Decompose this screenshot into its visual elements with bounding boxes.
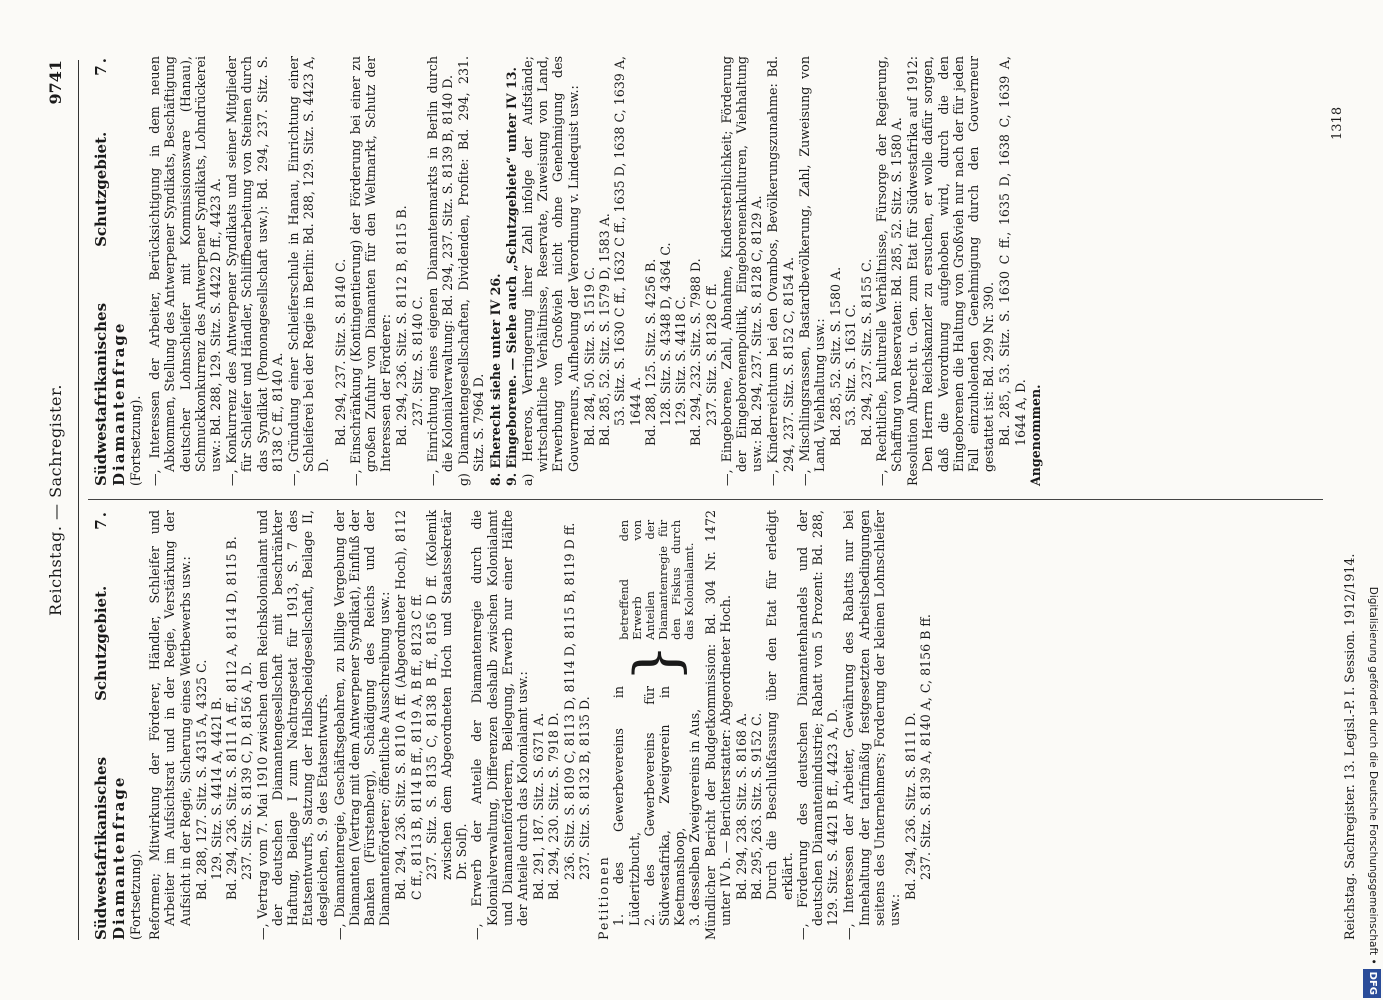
column-separator bbox=[88, 499, 1323, 500]
citation: Bd. 294, 236. Sitz. S. 8111 A ff., 8112 A, 8114 D, 8115 B. bbox=[224, 536, 240, 900]
brace-glyph: } bbox=[621, 643, 692, 682]
dfg-logo: DFG bbox=[1363, 969, 1381, 998]
page-footer: Reichstag. Sachregister. 13. Legisl.-P. I. Session. 1912/1914. bbox=[1342, 553, 1357, 940]
citation: 129. Sitz. S. 4414 A, 4421 B. bbox=[209, 696, 225, 880]
entry-heading: 8. Eherecht siehe unter IV 26. bbox=[487, 273, 503, 486]
page-code: 1318 bbox=[1330, 106, 1345, 140]
entry: —, Rechtliche, kulturelle Verhältnisse, Fürsorge der Regierung, Schaffung von Reservaten: Bd. 285, 52. Sitz. S. 1580 A. bbox=[873, 56, 904, 486]
citation: 237. Sitz. S. 8132 B, 8135 D. bbox=[576, 696, 592, 880]
citation: 53. Sitz. S. 1630 C ff., 1632 C ff., 1635 D, 1638 C, 1639 A, 1644 A. bbox=[612, 56, 643, 426]
petitions-heading: Petitionen bbox=[596, 855, 612, 940]
column-right bbox=[92, 56, 1043, 486]
petition-item: 1. des Gewerbevereins in Lüderitzbucht, bbox=[611, 686, 642, 926]
citation: Bd. 291, 187. Sitz. S. 6371 A. bbox=[531, 712, 547, 900]
entry: g) Diamantengesellschaften, Dividenden, Profite: Bd. 294, 231. Sitz. S. 7964 D. bbox=[456, 56, 487, 486]
citation: Bd. 294, 236. Sitz. S. 8111 D. bbox=[903, 712, 919, 900]
entry-heading: 9. Eingeborene. — Siehe auch „Schutzgebiete“ unter IV 13. bbox=[503, 67, 519, 486]
petitions-block bbox=[611, 510, 702, 926]
citation: Bd. 294, 237. Sitz. S. 8155 C. bbox=[858, 258, 874, 446]
citation: 128. Sitz. S. 4348 D, 4364 C. bbox=[657, 242, 673, 426]
entry: —, Mischlingsrassen, Bastardbevölkerung, Zahl, Zuweisung von Land, Viehhaltung usw.: bbox=[796, 56, 827, 486]
citation: Durch die Beschlußfassung über den Etat für erledigt erklärt. bbox=[764, 510, 795, 900]
topic-title: 7. Diamantenfrage bbox=[92, 510, 128, 940]
entry: —, Eingeborene, Zahl, Abnahme, Kindersterblichkeit; Förderung der Eingeborenenpolitik, Eingeborenenkulturen, Viehhaltung usw.: Bd. 294, 237. Sitz. S. 8128 C, 8129 A. bbox=[718, 56, 765, 486]
resolution-entry: Resolution Albrecht u. Gen. zum Etat für Südwestafrika auf 1912: Den Herrn Reichskanzler zu ersuchen, er wolle dafür sorgen, daß die Verordnung aufgehoben wird, durch die den Eingeborenen die Haltung von Großvieh nur nach der für jeden Fall einzuholenden Genehmigung durch den Gouverneur gestattet ist: Bd. 299 Nr. 390. bbox=[905, 56, 997, 486]
entry: Reformen; Mitwirkung der Förderer, Händler, Schleifer und Arbeiter im Aufsichtsrat und in der Regie, Verstärkung der Aufsicht in der Regie, Sicherung eines Wettbewerbs usw.: bbox=[147, 510, 193, 940]
entry: —, Einschränkung (Kontingentierung) der Förderung bei einer zu großen Zufuhr von Diamanten für den Weltmarkt, Schutz der Interessen der Förderer: bbox=[347, 56, 394, 486]
entry: Mündlicher Bericht der Budgetkommission: Bd. 304 Nr. 1472 unter IV b. — Berichterstatter: Abgeordneter Hoch. bbox=[702, 510, 733, 940]
page-number: 9741 bbox=[46, 60, 65, 105]
citation: Bd. 294, 232. Sitz. S. 7988 D. bbox=[688, 258, 704, 446]
citation: Bd. 294, 236. Sitz. S. 8112 B, 8115 B. bbox=[394, 205, 410, 446]
section-heading: Südwestafrikanisches Schutzgebiet. bbox=[92, 131, 110, 486]
topic-title: 7. Diamantenfrage bbox=[92, 56, 128, 486]
entry: —, Interessen der Arbeiter, Gewährung des Rabatts nur bei Innehaltung der tarifmäßig festgesetzten Arbeitsbedingungen seitens des Unternehmers; Forderung der kleinen Lohnschleifer usw.: bbox=[841, 510, 902, 940]
citation: Bd. 285, 52. Sitz. S. 1580 A. bbox=[828, 266, 844, 446]
resolution-outcome: Angenommen. bbox=[1027, 384, 1043, 486]
citation: 237. Sitz. S. 8140 C. bbox=[409, 296, 425, 426]
entry: —, Förderung des deutschen Diamantenhandels und der deutschen Diamantenindustrie; Rabatt von 5 Prozent: Bd. 288, 129. Sitz. S. 4421 B ff., 4423 A, D. bbox=[794, 510, 841, 940]
running-head-title: Reichstag. — Sachregister. bbox=[46, 384, 65, 616]
entry: —, Gründung einer Schleiferschule in Hanau, Einrichtung einer Schleiferei bei der Regie in Berlin: Bd. 288, 129. Sitz. S. 4423 A, D. bbox=[286, 56, 332, 486]
entry: —, Erwerb der Anteile der Diamantenregie durch die Kolonialverwaltung, Differenzen deshalb zwischen Kolonialamt und Diamantenförderern, Beilegung, Erwerb nur einer Hälfte der Anteile durch das Kolonialamt usw.: bbox=[469, 510, 531, 940]
petition-item: 3. desselben Zweigvereins in Aus, bbox=[687, 708, 703, 926]
citation: 236. Sitz. S. 8109 C, 8113 D, 8114 D, 8115 B, 8119 D ff. bbox=[561, 522, 577, 880]
citation: Bd. 294, 237. Sitz. S. 8140 C. bbox=[332, 258, 348, 446]
header-rule bbox=[78, 60, 79, 940]
citation: 237. Sitz. S. 8135 C, 8138 B ff., 8156 D ff. (Kolemik zwischen dem Abgeordneten Hoch und Staatssekretär Dr. Solf). bbox=[423, 510, 470, 880]
citation: 129. Sitz. S. 4418 C. bbox=[673, 296, 689, 426]
citation: Bd. 295, 263. Sitz. S. 9152 C. bbox=[749, 712, 765, 900]
citation: 237. Sitz. S. 8128 C ff. bbox=[703, 283, 719, 426]
citation: Bd. 288, 127. Sitz. S. 4315 A, 4325 C. bbox=[193, 659, 209, 900]
running-head bbox=[46, 60, 76, 940]
citation: Bd. 284, 50. Sitz. S. 1519 C. bbox=[581, 266, 597, 446]
column-left bbox=[92, 510, 934, 940]
entry: a) Hereros, Verringerung ihrer Zahl infolge der Aufstände; wirtschaftliche Verhältnisse, Reservate, Zuweisung von Land, Erwerbung von Großvieh nicht ohne Genehmigung des Gouverneurs, Aufhebung der Verordnung v. Lindequist usw.: bbox=[520, 56, 581, 486]
section-heading: Südwestafrikanisches Schutzgebiet. bbox=[92, 585, 110, 940]
petition-item: 2. des Gewerbevereins für Südwestafrika, Zweigverein in Keetmanshoop, bbox=[641, 686, 688, 926]
continuation-note: (Fortsetzung). bbox=[128, 849, 143, 940]
citation: 237. Sitz. S. 8139 C, D, 8156 A, D. bbox=[239, 661, 255, 880]
credit-text: Digitalisierung gefördert durch die Deutsche Forschungsgemeinschaft • bbox=[1367, 586, 1379, 965]
entry: —, Diamantenregie, Geschäftsgebahren, zu billige Vergebung der Diamanten (Vertrag mit dem Antwerpener Syndikat), Einfluß der Banken (Fürstenberg), Schädigung des Reichs und der Diamantenförderer; öffentliche Ausschreibung usw.: bbox=[331, 510, 393, 940]
entry: —, Kinderreichtum bei den Ovambos, Bevölkerungszunahme: Bd. 294, 237. Sitz. S. 8152 C, 8154 A. bbox=[765, 56, 796, 486]
petitions-note: betreffend den Erwerb von Anteilen der Diamantenregie für den Fiskus durch das Kolonialamt. bbox=[616, 519, 696, 640]
citation: Bd. 294, 230. Sitz. S. 7918 D. bbox=[546, 712, 562, 900]
citation: Bd. 294, 236. Sitz. S. 8110 A ff. (Abgeordneter Hoch), 8112 C ff., 8113 B, 8114 B ff., 8119 A, B ff., 8123 C ff. bbox=[393, 510, 424, 900]
entry: —, Interessen der Arbeiter, Berücksichtigung in dem neuen Abkommen, Stellung des Antwerpener Syndikats, Beschäftigung deutscher Lohnschleifer mit Kommissionsware (Hanau), Schmuckkonkurrenz des Antwerpener Syndikats, Lohndrückerei usw.: Bd. 288, 129. Sitz. S. 4422 D ff., 4423 A. bbox=[147, 56, 224, 486]
continuation-note: (Fortsetzung). bbox=[128, 395, 143, 486]
citation: Bd. 294, 238. Sitz. S. 8168 A. bbox=[733, 712, 749, 900]
entry: —, Einrichtung eines eigenen Diamantenmarkts in Berlin durch die Kolonialverwaltung: Bd. 294, 237. Sitz. S. 8139 B, 8140 D. bbox=[424, 56, 456, 486]
citation: 237. Sitz. S. 8139 A, 8140 A, C, 8156 B ff. bbox=[918, 614, 934, 880]
citation: Bd. 285, 52. Sitz. S. 1579 D, 1583 A. bbox=[597, 213, 613, 446]
citation: 53. Sitz. S. 1631 C. bbox=[843, 304, 859, 426]
entry: —, Konkurrenz des Antwerpener Syndikats und seiner Mitglieder für Schleifer und Händler, Schliffbearbeitung von Steinen durch das Syndikat (Pomonagesellschaft usw.): Bd. 294, 237. Sitz. S. 8138 C ff., 8140 A. bbox=[224, 56, 285, 486]
entry: —, Vertrag vom 7. Mai 1910 zwischen dem Reichskolonialamt und der deutschen Diamantengesellschaft mit beschränkter Haftung, Beilage I zum Nachtragsetat für 1913, S. 7 des Etatsentwurfs, Satzung der Halbscheidgesellschaft, Beilage II, desgleichen, S. 9 des Etatsentwurfs. bbox=[254, 510, 331, 940]
citation: Bd. 285, 53. Sitz. S. 1630 C ff., 1635 D, 1638 C, 1639 A, 1644 A, D. bbox=[997, 56, 1028, 446]
digitization-credit bbox=[1362, 8, 1382, 998]
citation: Bd. 288, 125. Sitz. S. 4256 B. bbox=[642, 258, 658, 446]
